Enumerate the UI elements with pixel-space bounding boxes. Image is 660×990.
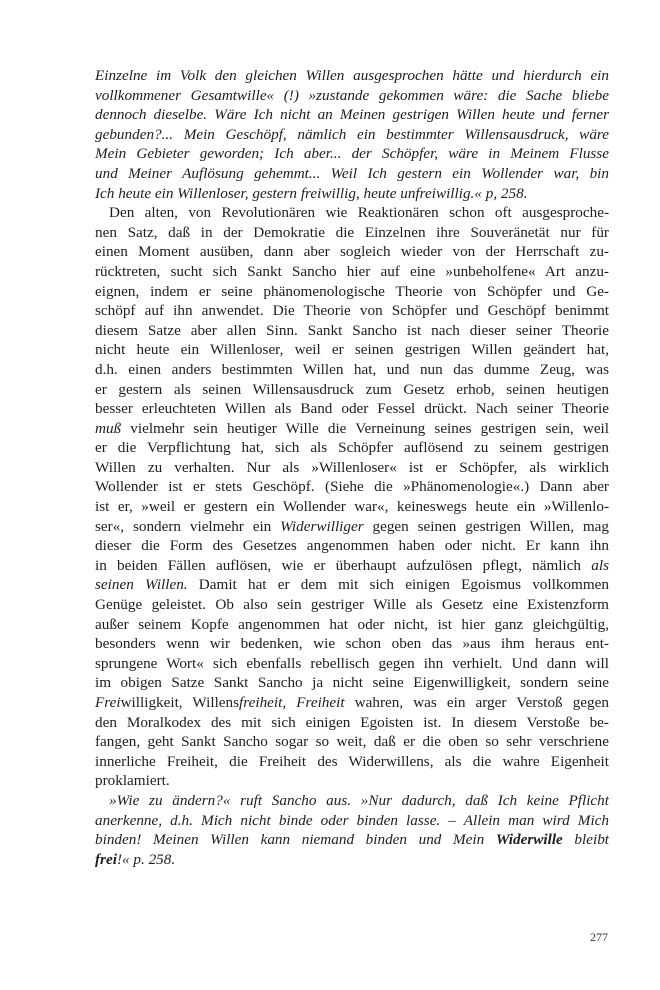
text-line xyxy=(95,477,609,497)
text-segment: d.h. einen anders bestimmten Willen hat, und nun das dumme Zeug, was xyxy=(95,360,609,378)
text-line xyxy=(95,634,609,654)
text-line xyxy=(95,575,609,595)
text-segment: fangen, geht Sankt Sancho sogar so weit, daß er die oben so sehr verschriene xyxy=(95,733,609,751)
text-line xyxy=(95,262,609,282)
text-segment: gebunden?... Mein Geschöpf, nämlich ein bestimmter Willensausdruck, wäre xyxy=(95,125,609,143)
text-line xyxy=(95,242,609,262)
text-segment: Widerwilliger xyxy=(280,517,364,535)
text-segment: Den alten, von Revolutionären wie Reaktionären schon oft ausgesproche- xyxy=(109,204,609,222)
text-segment: besser erleuchteten Willen als Band oder Fessel drückt. Nach seiner Theorie xyxy=(95,400,609,418)
text-segment: Einzelne im Volk den gleichen Willen ausgesprochen hätte und hierdurch ein xyxy=(95,67,609,84)
text-segment: nen Satz, daß in der Demokratie die Einzelnen ihre Souveränetät nur für xyxy=(95,223,609,241)
text-segment: Mein Gebieter geworden; Ich aber... der Schöpfer, wäre in Meinem Flusse xyxy=(95,145,609,163)
text-line xyxy=(95,595,609,615)
text-segment: in beiden Fällen auflösen, wie er überhaupt aufzulösen pflegt, nämlich xyxy=(95,556,592,574)
text-segment: gegen seinen gestrigen Willen, mag xyxy=(363,517,609,535)
text-segment: außer seinem Kopfe angenommen hat oder nicht, ist hier ganz gleichgültig, xyxy=(95,615,609,633)
text-segment: willigkeit, Willens xyxy=(120,694,240,711)
text-line xyxy=(95,438,609,458)
text-segment: bleibt xyxy=(562,831,609,849)
text-line xyxy=(95,321,609,341)
text-line xyxy=(95,517,609,537)
text-line xyxy=(95,399,609,419)
text-segment: ist er, »weil er gestern ein Wollender war«, keineswegs heute ein »Willenlo- xyxy=(95,498,609,516)
text-segment: vollkommener Gesamtwille« (!) »zustande gekommen wäre: die Sache bliebe xyxy=(95,86,609,104)
text-line xyxy=(95,105,609,125)
text-line xyxy=(95,223,609,243)
text-line xyxy=(95,184,609,204)
text-line xyxy=(95,66,609,86)
text-line xyxy=(95,791,609,811)
text-segment: als xyxy=(591,556,609,574)
text-line xyxy=(95,419,609,439)
text-line xyxy=(95,203,609,223)
text-line xyxy=(95,830,609,850)
text-segment: Willen zu verhalten. Nur als »Willenloser« ist er Schöpfer, als wirklich xyxy=(95,458,609,476)
text-line xyxy=(95,497,609,517)
text-segment: ser«, sondern vielmehr ein xyxy=(95,517,281,535)
text-segment: Wollender ist er stets Geschöpf. (Siehe die »Phänomenologie«.) Dann aber xyxy=(95,478,609,496)
text-segment: sprungene Wort« sich ebenfalls rebellisch gegen ihn verhielt. Und dann will xyxy=(95,654,609,672)
text-segment: schöpf auf ihn anwendet. Die Theorie von Schöpfer und Geschöpf benimmt xyxy=(95,302,609,320)
text-line xyxy=(95,732,609,752)
paragraph xyxy=(95,203,609,791)
text-line xyxy=(95,340,609,360)
text-segment: wahren, was ein arger Verstoß gegen xyxy=(344,694,609,711)
text-line xyxy=(95,282,609,302)
text-line xyxy=(95,556,609,576)
text-segment: binden! Meinen Willen kann niemand binden und Mein xyxy=(95,831,496,849)
text-segment: seinen Willen. xyxy=(95,576,188,594)
paragraph xyxy=(95,66,609,203)
text-segment: rücktreten, sucht sich Sankt Sancho hier auf eine »unbeholfene« Art anzu- xyxy=(95,262,609,280)
text-line xyxy=(95,380,609,400)
text-segment: und Meiner Auflösung gehemmt... Weil Ich gestern ein Wollender war, bin xyxy=(95,164,609,182)
text-line xyxy=(95,713,609,733)
text-segment: Genüge geleistet. Ob also sein gestriger Wille als Gesetz eine Existenzform xyxy=(95,596,609,614)
text-segment: !« p. 258. xyxy=(116,850,176,868)
text-segment: diesem Satze aber allen Sinn. Sankt Sancho ist nach dieser seiner Theorie xyxy=(95,321,609,339)
text-line xyxy=(95,811,609,831)
text-line xyxy=(95,144,609,164)
text-segment: er gestern als seinen Willensausdruck zum Gesetz erhob, seinen heutigen xyxy=(95,380,609,398)
text-segment: im obigen Satze Sankt Sancho ja nicht seine Eigenwilligkeit, sondern seine xyxy=(95,674,609,692)
text-segment: er die Verpflichtung hat, sich als Schöpfer auflösend zu seinem gestrigen xyxy=(95,439,609,457)
text-segment: proklamiert. xyxy=(95,772,170,790)
text-segment: Frei xyxy=(95,694,121,711)
text-line xyxy=(95,693,609,713)
text-segment: Damit hat er dem mit sich einigen Egoismus vollkommen xyxy=(187,576,609,594)
text-segment: vielmehr sein heutiger Wille die Verneinung seines gestrigen sein, weil xyxy=(121,419,609,437)
text-segment: den Moralkodex des mit sich einigen Egoisten ist. In diesem Verstoße be- xyxy=(95,713,609,731)
text-segment: »Wie zu ändern?« ruft Sancho aus. »Nur dadurch, daß Ich keine Pflicht xyxy=(109,791,609,809)
page-number: 277 xyxy=(590,930,608,944)
text-segment: innerliche Freiheit, die Freiheit des Widerwillens, als die wahre Eigenheit xyxy=(95,752,609,770)
text-line xyxy=(95,536,609,556)
text-line xyxy=(95,850,609,870)
text-line xyxy=(95,125,609,145)
paragraph xyxy=(95,791,609,869)
text-line xyxy=(95,301,609,321)
text-segment: anerkenne, d.h. Mich nicht binde oder binden lasse. – Allein man wird Mich xyxy=(95,811,609,829)
text-line xyxy=(95,771,609,791)
text-segment: nicht heute ein Willenloser, weil er seinen gestrigen Willen geändert hat, xyxy=(95,341,609,359)
text-line xyxy=(95,673,609,693)
text-line xyxy=(95,615,609,635)
text-segment: besonders wenn wir bedenken, wie schon oben das »aus ihm heraus ent- xyxy=(95,635,609,653)
text-segment: freiheit, Freiheit xyxy=(239,694,345,711)
text-segment: einen Moment ausüben, dann aber sogleich wieder von der Herrschaft zu- xyxy=(95,243,609,261)
text-segment: Widerwille xyxy=(495,831,563,849)
text-line xyxy=(95,458,609,478)
text-segment: muß xyxy=(95,419,122,437)
text-segment: Ich heute ein Willenloser, gestern freiwillig, heute unfreiwillig.« p, 258. xyxy=(95,184,528,202)
text-segment: eignen, indem er seine phänomenologische Theorie von Schöpfer und Ge- xyxy=(95,282,609,300)
text-line xyxy=(95,164,609,184)
text-line xyxy=(95,752,609,772)
text-segment: dennoch dieselbe. Wäre Ich nicht an Meinen gestrigen Willen heute und ferner xyxy=(95,106,609,124)
text-line xyxy=(95,360,609,380)
text-line xyxy=(95,654,609,674)
text-segment: frei xyxy=(95,850,117,868)
text-segment: dieser die Form des Gesetzes angenommen haben oder nicht. Er kann ihn xyxy=(95,537,609,555)
page-text xyxy=(95,66,609,869)
text-line xyxy=(95,86,609,106)
